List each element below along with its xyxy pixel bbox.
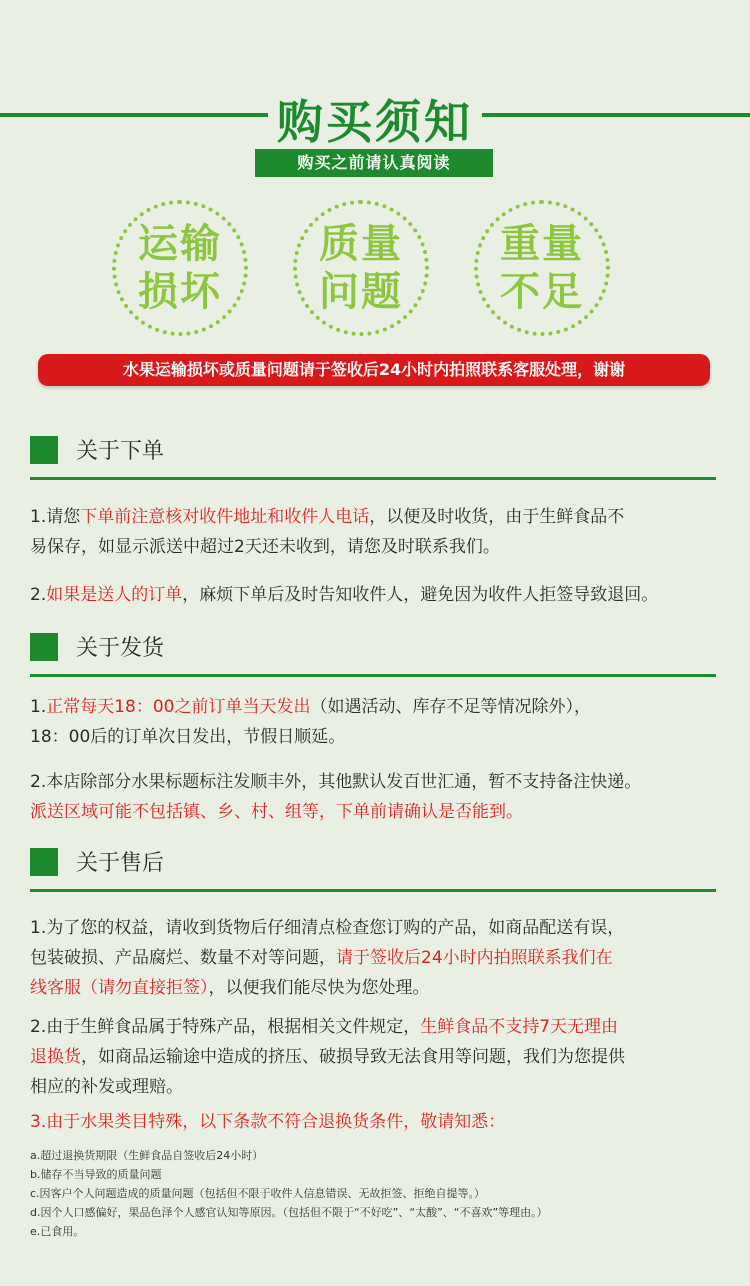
text: 包装破损、产品腐烂、数量不对等问题， [30, 948, 336, 968]
page-title: 购买须知 [277, 95, 473, 149]
section-divider [30, 674, 716, 677]
text: 1.为了您的权益，请收到货物后仔细清点检查您订购的产品，如商品配送有误， [30, 918, 625, 938]
section-title-order: 关于下单 [76, 439, 165, 464]
note-item: d.因个人口感偏好，果品色泽个人感官认知等原因。（包括但不限于“不好吃”、“太酸”、“不喜欢”等理由。） [30, 1206, 548, 1219]
section-marker-icon [30, 436, 58, 464]
text: ，以便及时收货，由于生鲜食品不 [369, 507, 625, 527]
highlight-text: 线客服（请勿直接拒签） [30, 978, 209, 998]
note-item: c.因客户个人问题造成的质量问题（包括但不限于收件人信息错误、无故拒签、拒绝自提等。） [30, 1187, 486, 1200]
highlight-text: 派送区域可能不包括镇、乡、村、组等，下单前请确认是否能到。 [30, 802, 523, 822]
aftersale-paragraph-1 [30, 913, 730, 1003]
section-marker-icon [30, 633, 58, 661]
section-divider [30, 889, 716, 892]
badge-line1: 重量 [500, 221, 584, 267]
aftersale-paragraph-3: 3.由于水果类目特殊，以下条款不符合退换货条件，敬请知悉： [30, 1112, 506, 1132]
text: 1. [30, 697, 47, 717]
order-paragraph-2 [30, 580, 730, 610]
text: 1.请您 [30, 507, 81, 527]
badge-transport-damage [112, 200, 248, 336]
highlight-text: 生鲜食品不支持7天无理由 [420, 1017, 619, 1037]
note-item: b.储存不当导致的质量问题 [30, 1168, 162, 1181]
title-divider-right [482, 113, 750, 117]
highlight-text: 下单前注意核对收件地址和收件人电话 [80, 507, 370, 527]
text: ，如商品运输途中造成的挤压、破损导致无法食用等问题，我们为您提供 [81, 1047, 625, 1067]
highlight-text: 正常每天18：00之前订单当天发出 [46, 697, 311, 717]
badge-line2: 不足 [500, 269, 584, 315]
text: 易保存，如显示派送中超过2天还未收到，请您及时联系我们。 [30, 537, 500, 557]
badge-quality-issue [293, 200, 429, 336]
badge-line1: 质量 [319, 221, 403, 267]
alert-banner: 水果运输损坏或质量问题请于签收后24小时内拍照联系客服处理，谢谢 [38, 354, 710, 386]
note-item: a.超过退换货期限（生鲜食品自签收后24小时） [30, 1149, 264, 1162]
text: 相应的补发或理赔。 [30, 1077, 183, 1097]
page-subtitle: 购买之前请认真阅读 [255, 149, 493, 177]
section-divider [30, 477, 716, 480]
text: 2. [30, 585, 47, 605]
title-divider-left [0, 113, 268, 117]
badge-line2: 问题 [319, 269, 403, 315]
text: 2.本店除部分水果标题标注发顺丰外，其他默认发百世汇通，暂不支持备注快递。 [30, 772, 642, 792]
text: 18：00后的订单次日发出，节假日顺延。 [30, 727, 346, 747]
section-marker-icon [30, 848, 58, 876]
order-paragraph-1 [30, 502, 730, 562]
highlight-text: 退换货 [30, 1047, 81, 1067]
text: 2.由于生鲜食品属于特殊产品，根据相关文件规定， [30, 1017, 421, 1037]
shipping-paragraph-2 [30, 767, 730, 827]
text: ，麻烦下单后及时告知收件人，避免因为收件人拒签导致退回。 [182, 585, 659, 605]
badge-weight-short [474, 200, 610, 336]
note-item: e.已食用。 [30, 1225, 85, 1238]
badge-line1: 运输 [138, 221, 222, 267]
text: （如遇活动、库存不足等情况除外）， [310, 697, 591, 717]
badge-line2: 损坏 [138, 269, 222, 315]
aftersale-paragraph-2 [30, 1012, 730, 1102]
text: ，以便我们能尽快为您处理。 [208, 978, 430, 998]
highlight-text: 如果是送人的订单 [46, 585, 183, 605]
aftersale-notes [30, 1146, 730, 1241]
section-title-aftersale: 关于售后 [76, 851, 165, 876]
shipping-paragraph-1 [30, 692, 730, 752]
highlight-text: 请于签收后24小时内拍照联系我们在 [336, 948, 613, 968]
section-title-shipping: 关于发货 [76, 636, 165, 661]
